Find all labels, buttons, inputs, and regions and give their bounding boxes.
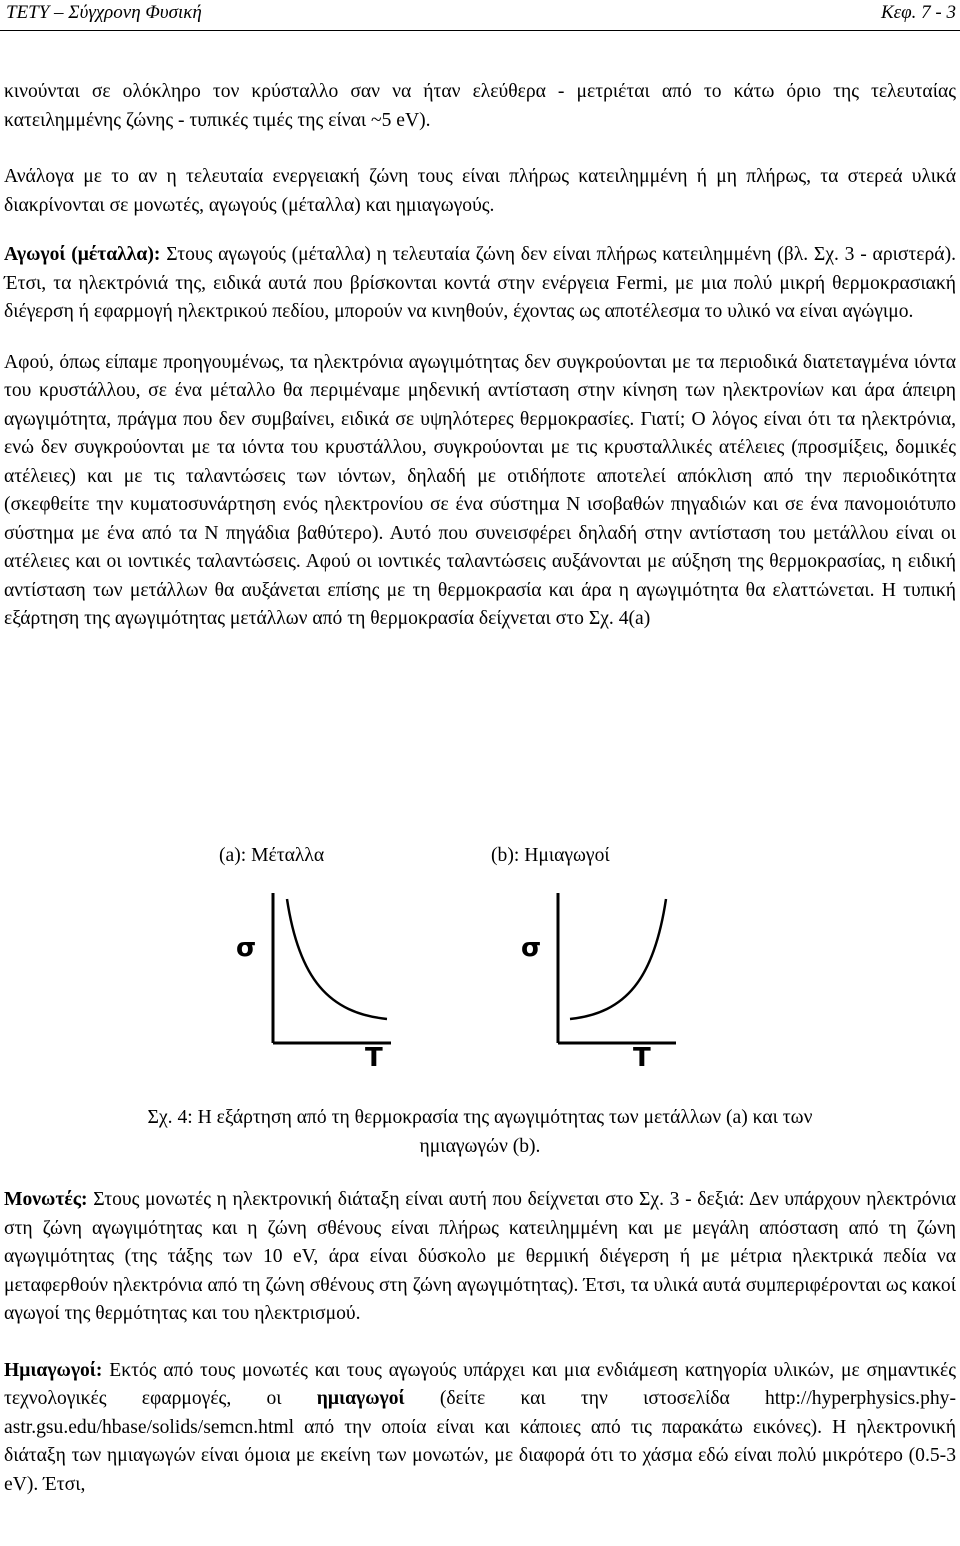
figure-labels — [0, 845, 960, 875]
caption-line-1: Σχ. 4: Η εξάρτηση από τη θερμοκρασία της αγωγιμότητας των μετάλλων (a) και των — [147, 1107, 813, 1128]
conductors-text: Στους αγωγούς (μέταλλα) η τελευταία ζώνη δεν είναι πλήρως κατειλημμένη (βλ. Σχ. 3 - αριστερά). Έτσι, τα ηλεκτρόνιά της, ειδικά αυτά που βρίσκονται κοντά στην ενέργεια Fermi, με μια πολύ μικρή θερμοκρασιακή διέγερση ή εφαρμογή ηλεκτρικού πεδίου, μπορούν να κινηθούν, έχοντας ως αποτέλεσμα το υλικό να είναι αγώγιμο. — [4, 244, 956, 322]
semiconductors-text-a: Εκτός από τους μονωτές και τους αγωγούς υπάρχει και μια ενδιάμεση κατηγορία υλικών, με σημαντικές τεχνολογικές εφαρμογές, οι — [4, 1359, 956, 1409]
semiconductors-text-b: (δείτε και την ιστοσελίδα http://hyperphysics.phy-astr.gsu.edu/hbase/solids/semcn.html από την οποία είναι και κάποιες από τις παρακάτω εικόνες). Η ηλεκτρονική διάταξη των ημιαγωγών είναι όμοια με εκείνη των μονωτών, με διαφορά ότι το χάσμα εδώ είναι πολύ μικρότερο (0.5-3 eV). Έτσι, — [4, 1388, 956, 1495]
plot-b-x-symbol: T — [633, 1043, 651, 1073]
insulators-text: Στους μονωτές η ηλεκτρονική διάταξη είναι αυτή που δείχνεται στο Σχ. 3 - δεξιά: Δεν υπάρχουν ηλεκτρόνια στη ζώνη αγωγιμότητας και η ζώνη σθένους είναι πλήρως κατειλημμένη και με μεγάλη απόσταση από τη ζώνη αγωγιμότητας (της τάξης των 10 eV, άρα είναι δύσκολο με θερμική διέγερση ή με μέτρια ηλεκτρικά πεδία να μεταφερθούν ηλεκτρόνια από τη ζώνη σθένους στη ζώνη αγωγιμότητας). Έτσι, τα υλικά αυτά συμπεριφέρονται ως κακοί αγωγοί της θερμότητας και του ηλεκτρισμού. — [4, 1189, 956, 1324]
caption-line-2: ημιαγωγών (b). — [419, 1135, 541, 1157]
semiconductors-term: ημιαγωγοί — [316, 1388, 405, 1409]
plot-b-y-symbol: σ — [521, 933, 542, 963]
figure-caption — [0, 1104, 960, 1161]
paragraph-1: κινούνται σε ολόκληρο τον κρύσταλλο σαν να ήταν ελεύθερα - μετριέται από το κάτω όριο της τελευταίας κατειλημμένης ζώνης - τυπικές τιμές της είναι ~5 eV). — [4, 81, 956, 131]
insulators-heading: Μονωτές: — [4, 1189, 88, 1210]
plot-a-y-symbol: σ — [236, 933, 257, 963]
semiconductors-heading: Ημιαγωγοί: — [4, 1359, 103, 1381]
paragraph-insulators — [4, 1186, 956, 1329]
plot-b-curve — [570, 899, 666, 1019]
plot-a-curve — [287, 899, 387, 1019]
plot-semiconductors — [550, 885, 680, 1070]
page-header — [0, 0, 960, 31]
figure-label-a: (a): Μέταλλα — [219, 845, 325, 866]
header-title: ΤΕΤΥ – Σύγχρονη Φυσική — [6, 2, 202, 23]
main-text-top — [4, 78, 956, 634]
plot-semiconductors-svg — [550, 885, 680, 1070]
paragraph-conductors — [4, 241, 956, 327]
figure-label-b: (b): Ημιαγωγοί — [491, 845, 610, 866]
paragraph-4: Αφού, όπως είπαμε προηγουμένως, τα ηλεκτρόνια αγωγιμότητας δεν συγκρούονται με τα περιοδικά διατεταγμένα ιόντα του κρυστάλλου, σε ένα μέταλλο θα περιμέναμε μηδενική αντίσταση στην κίνηση των ηλεκτρονίων και άρα άπειρη αγωγιμότητα, πράγμα που δεν συμβαίνει, ειδικά σε υψηλότερες θερμοκρασίες. Γιατί; Ο λόγος είναι ότι τα ηλεκτρόνια, ενώ δεν συγκρούονται με τα ιόντα του κρυστάλλου, συγκρούονται με τις κρυσταλλικές ατέλειες (προσμίξεις, δομικές ατέλειες) και με τις ταλαντώσεις των ιόντων, δηλαδή με οτιδήποτε αποτελεί απόκλιση από την περιοδικότητα (σκεφθείτε την κυματοσυνάρτηση ενός ηλεκτρονίου σε ένα σύστημα N ισοβαθών πηγαδιών και σε ένα πανομοιότυπο σύστημα με ένα από τα N πηγάδια βαθύτερο). Αυτό που συνεισφέρει δηλαδή στην αντίσταση του μετάλλου είναι οι ατέλειες και οι ιοντικές ταλαντώσεις. Αφού οι ιοντικές ταλαντώσεις αυξάνονται με αύξηση της θερμοκρασίας, η ειδική αντίσταση των μετάλλων θα αυξάνεται επίσης με τη θερμοκρασία και άρα η αγωγιμότητα θα ελαττώνεται. Η τυπική εξάρτηση της αγωγιμότητας μετάλλων από τη θερμοκρασία δείχνεται στο Σχ. 4(a) — [4, 351, 956, 629]
header-chapter: Κεφ. 7 - 3 — [881, 2, 956, 23]
plot-a-x-symbol: T — [365, 1043, 383, 1073]
main-text-bottom — [4, 1186, 956, 1499]
conductors-heading: Αγωγοί (μέταλλα): — [4, 244, 161, 265]
paragraph-semiconductors — [4, 1357, 956, 1500]
paragraph-2: Ανάλογα με το αν η τελευταία ενεργειακή ζώνη τους είναι πλήρως κατειλημμένη ή μη πλήρως, τα στερεά υλικά διακρίνονται σε μονωτές, αγωγούς (μέταλλα) και ημιαγωγούς. — [4, 166, 956, 216]
